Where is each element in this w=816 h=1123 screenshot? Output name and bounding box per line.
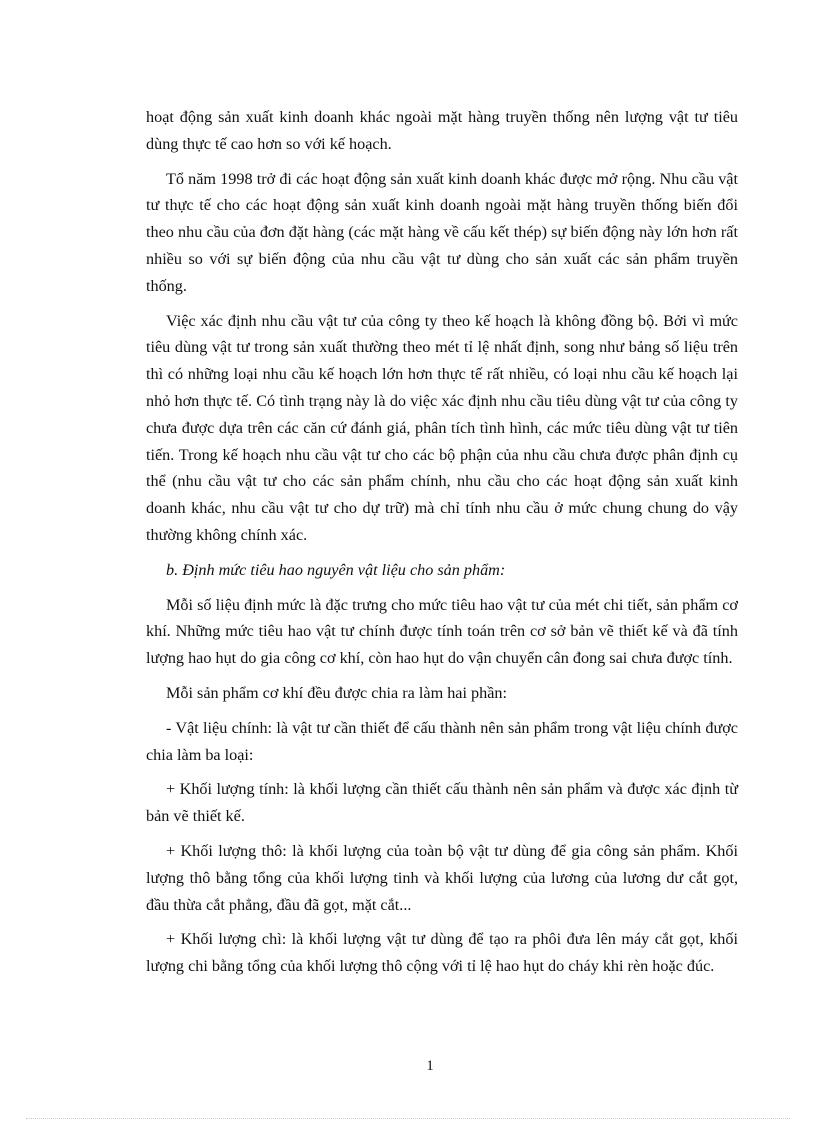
paragraph-charge-weight: + Khối lượng chì: là khối lượng vật tư dùng để tạo ra phôi đưa lên máy cắt gọt, khối lượng chi bằng tổng của khối lượng thô cộng với tỉ lệ hao hụt do cháy khi rèn hoặc đúc. (146, 930, 738, 976)
paragraph-planning-analysis: Việc xác định nhu cầu vật tư của công ty theo kế hoạch là không đồng bộ. Bởi vì mức tiêu dùng vật tư trong sản xuất thường theo mét tỉ lệ nhất định, song như bảng số liệu trên thì có những loại nhu cầu kế hoạch lớn hơn thực tế rất nhiều, có loại nhu cầu kế hoạch lại nhỏ hơn thực tế. Có tình trạng này là do việc xác định nhu cầu tiêu dùng vật tư của công ty chưa được dựa trên các căn cứ đánh giá, phân tích tình hình, các mức tiêu dùng vật tư tiên tiến. Trong kế hoạch nhu cầu vật tư cho các bộ phận của nhu cầu chưa được phân định cụ thể (nhu cầu vật tư cho các sản phẩm chính, nhu cầu cho các hoạt động sản xuất kinh doanh khác, nhu cầu vật tư cho dự trữ) mà chỉ tính nhu cầu ở mức chung chung do vậy thường không chính xác. (146, 311, 738, 544)
paragraph-norm-definition: Mỗi số liệu định mức là đặc trưng cho mức tiêu hao vật tư của mét chi tiết, sản phẩm cơ khí. Những mức tiêu hao vật tư chính được tính toán trên cơ sở bản vẽ thiết kế và đã tính lượng hao hụt do gia công cơ khí, còn hao hụt do vận chuyển cân đong sai chưa được tính. (146, 595, 738, 668)
page-bottom-divider (26, 1118, 790, 1119)
paragraph-1998-expansion: Tổ năm 1998 trở đi các hoạt động sản xuất kinh doanh khác được mở rộng. Nhu cầu vật tư thực tế cho các hoạt động sản xuất kinh doanh ngoài mặt hàng truyền thống biến đổi theo nhu cầu của đơn đặt hàng (các mặt hàng về cấu kết thép) sự biến động này lớn hơn rất nhiều so với sự biến động của nhu cầu vật tư dùng cho sản xuất các sản phẩm truyền thống. (146, 169, 738, 295)
paragraph-two-parts: Mỗi sản phẩm cơ khí đều được chia ra làm hai phần: (166, 683, 508, 702)
page-number: 1 (426, 1058, 434, 1074)
paragraph-continuation: hoạt động sản xuất kinh doanh khác ngoài mặt hàng truyền thống nên lượng vật tư tiêu dùng thực tế cao hơn so với kế hoạch. (146, 108, 738, 153)
section-heading-b: b. Định mức tiêu hao nguyên vật liệu cho sản phẩm: (166, 560, 506, 579)
paragraph-net-weight: + Khối lượng tính: là khối lượng cần thiết cấu thành nên sản phẩm và được xác định từ bản vẽ thiết kế. (146, 780, 738, 826)
paragraph-main-material: - Vật liệu chính: là vật tư cần thiết để cấu thành nên sản phẩm trong vật liệu chính được chia làm ba loại: (146, 718, 738, 764)
paragraph-gross-weight: + Khối lượng thô: là khối lượng của toàn bộ vật tư dùng để gia công sản phẩm. Khối lượng thô bằng tổng của khối lượng tinh và khối lượng của lương của lương dư cắt gọt, đầu thừa cắt phẳng, đầu đã gọt, mặt cắt... (146, 841, 738, 914)
document-body (146, 104, 738, 988)
